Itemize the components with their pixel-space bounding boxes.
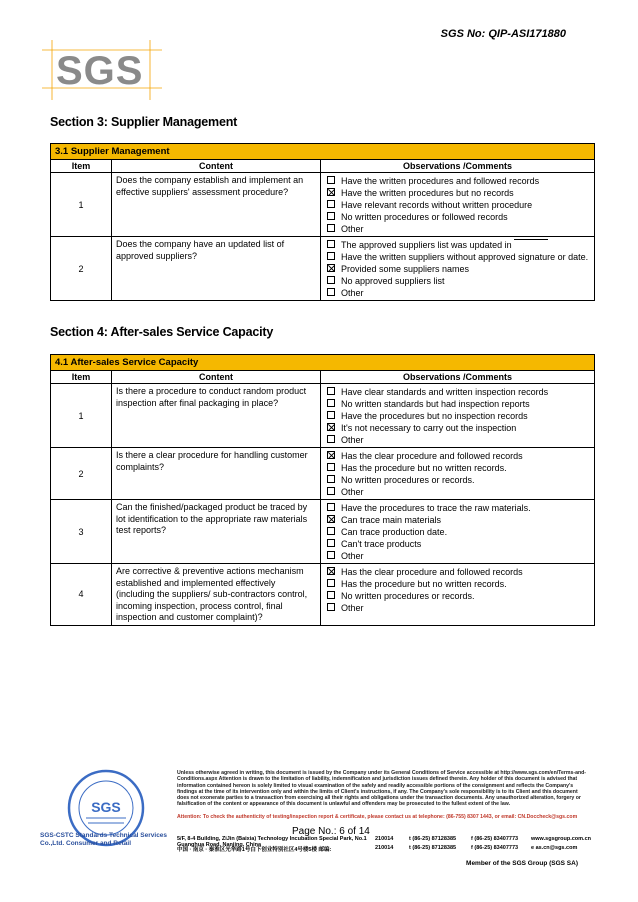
col-header-observations: Observations /Comments (321, 371, 595, 384)
option-label: Have clear standards and written inspection records (341, 387, 549, 397)
observation-options (321, 448, 595, 500)
option-item (327, 251, 590, 263)
table-band-title: 3.1 Supplier Management (51, 144, 595, 160)
sgs-document-number: SGS No: QIP-ASI171880 (440, 28, 566, 40)
item-number: 1 (51, 173, 112, 237)
checkbox-icon[interactable] (327, 475, 335, 483)
item-number: 2 (51, 448, 112, 500)
checkbox-icon[interactable] (327, 399, 335, 407)
table-row (51, 173, 595, 237)
col-header-content: Content (112, 371, 321, 384)
observation-options (321, 564, 595, 626)
option-item (327, 578, 590, 590)
page-number: Page No.: 6 of 14 (292, 826, 370, 837)
option-label: Other (341, 435, 364, 445)
option-label: Have the procedures to trace the raw materials. (341, 503, 531, 513)
item-number: 2 (51, 237, 112, 301)
telephone-en: t (86-25) 87128385 (409, 836, 457, 842)
option-item (327, 566, 590, 578)
col-header-item: Item (51, 371, 112, 384)
option-label: Has the clear procedure and followed records (341, 567, 523, 577)
telephone-cn: t (86-25) 87128385 (409, 845, 457, 851)
table-row (51, 564, 595, 626)
option-item (327, 187, 590, 199)
email-link[interactable]: e as.cn@sgs.com (531, 845, 578, 851)
option-item (327, 386, 590, 398)
option-item (327, 422, 590, 434)
checked-checkbox-icon[interactable] (327, 451, 335, 459)
item-number: 4 (51, 564, 112, 626)
option-label: Other (341, 224, 364, 234)
option-label: Other (341, 551, 364, 561)
checkbox-icon[interactable] (327, 288, 335, 296)
option-item (327, 526, 590, 538)
authenticity-notice: Attention: To check the authenticity of testing/inspection report & certificate, please contact us at telephone: (86-755) 8307 1443, or email: CN.Doccheck@sgs.com (177, 814, 578, 820)
option-item (327, 287, 590, 299)
legal-disclaimer: Unless otherwise agreed in writing, this document is issued by the Company under its General Conditions of Service accessible at http://www.sgs.com/en/Terms-and-Conditions.aspx Attention is drawn to the limitation of liability, indemnification and jurisdiction issues defined therein. Any holder of this document is advised that information contained hereon is solely limited to visual examination of the safely and readily accessible portions of the consignment and reflects the Company's findings at the time of its intervention only and within the limits of Client's instructions, if any. The Company's sole responsibility is to its Client and this document does not exonerate parties to a transaction from exercising all their rights and obligations under the transaction documents. Any unauthorized alteration, forgery or falsification of the content or appearance of this document is unlawful and offenders may be prosecuted to the fullest extent of the law. (177, 770, 587, 808)
option-item (327, 175, 590, 187)
checkbox-icon[interactable] (327, 463, 335, 471)
option-label: It's not necessary to carry out the inspection (341, 423, 517, 433)
option-label: Has the procedure but no written records. (341, 463, 507, 473)
option-item (327, 199, 590, 211)
option-label: Other (341, 288, 364, 298)
option-item (327, 434, 590, 446)
fax-cn: f (86-25) 83407773 (471, 845, 519, 851)
supplier-management-table (50, 143, 595, 301)
option-label: Can't trace products (341, 539, 422, 549)
option-item (327, 263, 590, 275)
question-text: Is there a procedure to conduct random product inspection after final packaging in place? (112, 384, 321, 448)
option-item (327, 590, 590, 602)
option-label: The approved suppliers list was updated in (341, 240, 512, 250)
observation-options (321, 500, 595, 564)
option-label: Can trace production date. (341, 527, 448, 537)
checked-checkbox-icon[interactable] (327, 264, 335, 272)
option-item (327, 502, 590, 514)
website-link[interactable]: www.sgsgroup.com.cn (531, 836, 591, 842)
option-item (327, 474, 590, 486)
svg-text:SGS: SGS (91, 799, 121, 815)
col-header-item: Item (51, 160, 112, 173)
checkbox-icon[interactable] (327, 539, 335, 547)
col-header-observations: Observations /Comments (321, 160, 595, 173)
checkbox-icon[interactable] (327, 240, 335, 248)
observation-options (321, 384, 595, 448)
after-sales-table (50, 354, 595, 626)
option-item (327, 410, 590, 422)
option-label: Have the written suppliers without approved signature or date. (341, 252, 589, 262)
logo-wordmark: SGS (56, 49, 144, 93)
option-label: Have the procedures but no inspection records (341, 411, 528, 421)
checkbox-icon[interactable] (327, 591, 335, 599)
option-label: No written standards but had inspection reports (341, 399, 530, 409)
fax-en: f (86-25) 83407773 (471, 836, 519, 842)
address-cn: 中国 · 南京 · 秦淮区光华路1号白下创业特别社区4号楼5楼 邮编: (177, 847, 332, 853)
checked-checkbox-icon[interactable] (327, 188, 335, 196)
option-item (327, 486, 590, 498)
question-text: Does the company have an updated list of approved suppliers? (112, 237, 321, 301)
seal-caption: SGS-CSTC Standards Technical Services Co.,Ltd. Consumer and Retail (40, 832, 168, 847)
observation-options (321, 173, 595, 237)
checkbox-icon[interactable] (327, 551, 335, 559)
checked-checkbox-icon[interactable] (327, 423, 335, 431)
checkbox-icon[interactable] (327, 176, 335, 184)
checkbox-icon[interactable] (327, 224, 335, 232)
table-body (51, 384, 595, 626)
checkbox-icon[interactable] (327, 527, 335, 535)
option-label: Have relevant records without written procedure (341, 200, 533, 210)
option-label: No written procedures or records. (341, 475, 475, 485)
checkbox-icon[interactable] (327, 200, 335, 208)
address-line-cn (177, 845, 597, 853)
checkbox-icon[interactable] (327, 411, 335, 419)
sgs-logo (42, 40, 162, 100)
question-text: Can the finished/packaged product be traced by lot identification to the appropriate raw materials test reports? (112, 500, 321, 564)
option-item (327, 450, 590, 462)
option-item (327, 538, 590, 550)
question-text: Does the company establish and implement an effective suppliers' assessment procedure? (112, 173, 321, 237)
option-label: Has the clear procedure and followed records (341, 451, 523, 461)
option-item (327, 211, 590, 223)
checkbox-icon[interactable] (327, 503, 335, 511)
checkbox-icon[interactable] (327, 487, 335, 495)
option-item (327, 398, 590, 410)
option-label: No written procedures or records. (341, 591, 475, 601)
option-label: Has the procedure but no written records. (341, 579, 507, 589)
checkbox-icon[interactable] (327, 276, 335, 284)
checked-checkbox-icon[interactable] (327, 567, 335, 575)
question-text: Is there a clear procedure for handling customer complaints? (112, 448, 321, 500)
checkbox-icon[interactable] (327, 252, 335, 260)
table-row (51, 237, 595, 301)
checkbox-icon[interactable] (327, 603, 335, 611)
table-row (51, 500, 595, 564)
section-3-title: Section 3: Supplier Management (50, 115, 238, 129)
table-band-title: 4.1 After-sales Service Capacity (51, 355, 595, 371)
option-label: Can trace main materials (341, 515, 442, 525)
section-4-title: Section 4: After-sales Service Capacity (50, 325, 274, 339)
option-label: Other (341, 603, 364, 613)
checkbox-icon[interactable] (327, 435, 335, 443)
option-item (327, 462, 590, 474)
option-label: No written procedures or followed records (341, 212, 508, 222)
checkbox-icon[interactable] (327, 579, 335, 587)
item-number: 1 (51, 384, 112, 448)
option-item (327, 550, 590, 562)
address-en: 5/F, 8-4 Building, ZiJin (Baixia) Technology Incubation Special Park, No.1 Guanghua Road, Nanjing, China (177, 836, 367, 848)
checkbox-icon[interactable] (327, 212, 335, 220)
option-item (327, 602, 590, 614)
option-label: Other (341, 487, 364, 497)
option-label: Have the written procedures and followed records (341, 176, 540, 186)
postcode-cn: 210014 (375, 845, 394, 851)
col-header-content: Content (112, 160, 321, 173)
date-blank-line (514, 239, 548, 240)
option-item (327, 239, 590, 251)
option-item (327, 514, 590, 526)
option-label: Provided some suppliers names (341, 264, 470, 274)
option-label: No approved suppliers list (341, 276, 445, 286)
option-item (327, 275, 590, 287)
postcode-en: 210014 (375, 836, 394, 842)
table-body (51, 173, 595, 301)
checked-checkbox-icon[interactable] (327, 515, 335, 523)
table-row (51, 384, 595, 448)
option-label: Have the written procedures but no records (341, 188, 514, 198)
checkbox-icon[interactable] (327, 387, 335, 395)
item-number: 3 (51, 500, 112, 564)
observation-options (321, 237, 595, 301)
table-row (51, 448, 595, 500)
question-text: Are corrective & preventive actions mechanism established and implemented effectively (including the suppliers/ sub-contractors control, incoming inspection, process control, final inspection and customer complaint)? (112, 564, 321, 626)
option-item (327, 223, 590, 235)
member-statement: Member of the SGS Group (SGS SA) (466, 860, 578, 867)
